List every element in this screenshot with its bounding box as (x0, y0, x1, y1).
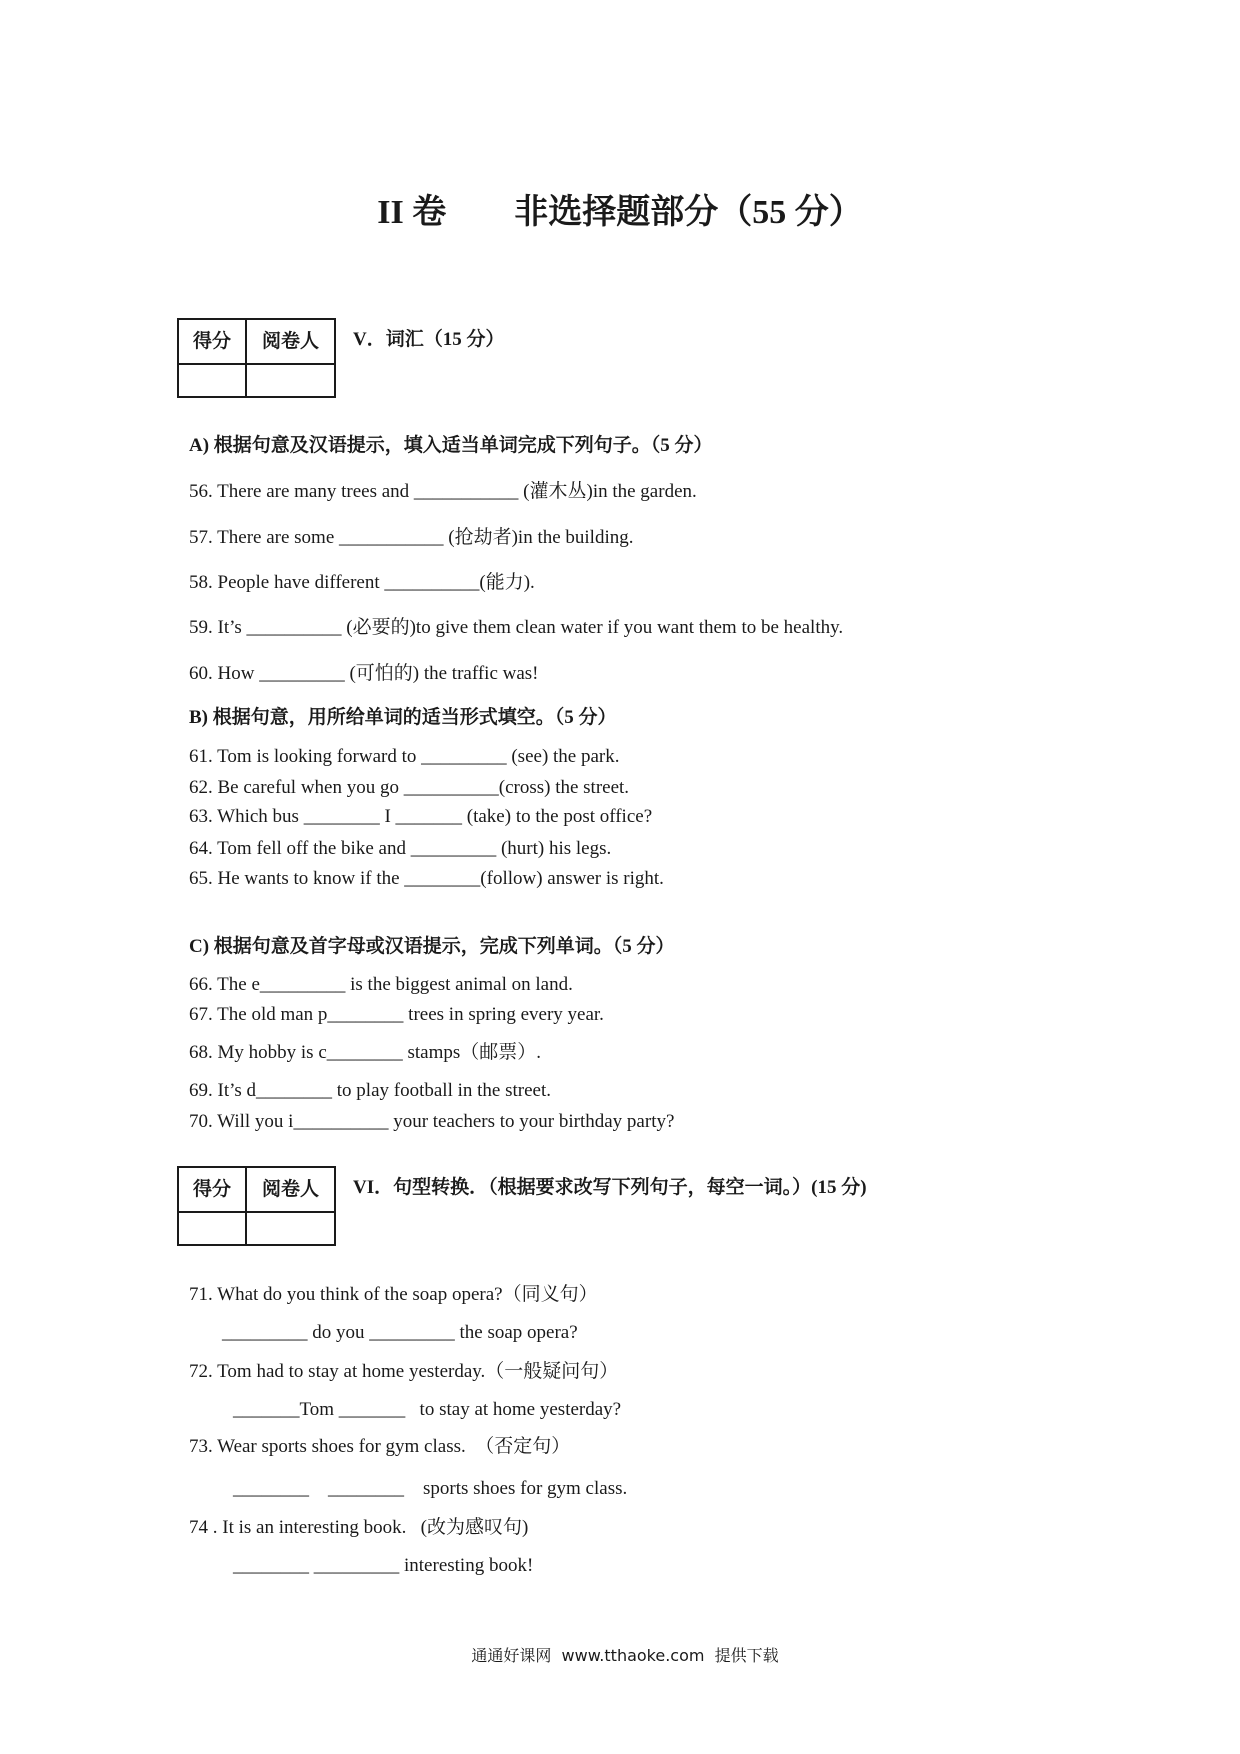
score-cell (178, 364, 246, 397)
answer-line-73: ________ ________ sports shoes for gym class. (233, 1478, 628, 1499)
question-61: 61. Tom is looking forward to _________ (see) the park. (189, 746, 620, 767)
question-62: 62. Be careful when you go __________(cross) the street. (189, 777, 630, 798)
question-66: 66. The e_________ is the biggest animal on land. (189, 974, 573, 995)
grader-cell (246, 364, 335, 397)
question-60: 60. How _________ (可怕的) the traffic was! (189, 663, 539, 684)
grader-label: 阅卷人 (246, 319, 335, 364)
score-table-section-v (177, 318, 336, 398)
grader-label: 阅卷人 (246, 1167, 335, 1212)
question-64: 64. Tom fell off the bike and _________ (hurt) his legs. (189, 838, 612, 859)
question-65: 65. He wants to know if the ________(follow) answer is right. (189, 868, 664, 889)
part-b-heading: B) 根据句意，用所给单词的适当形式填空。（5 分） (189, 707, 617, 728)
score-label: 得分 (178, 319, 246, 364)
question-56: 56. There are many trees and ___________ (灌木丛)in the garden. (189, 481, 697, 502)
question-73: 73. Wear sports shoes for gym class. （否定句） (189, 1436, 571, 1457)
question-67: 67. The old man p________ trees in spring every year. (189, 1004, 604, 1025)
question-70: 70. Will you i__________ your teachers to your birthday party? (189, 1111, 675, 1132)
answer-line-71: _________ do you _________ the soap opera? (222, 1322, 578, 1343)
answer-line-74: ________ _________ interesting book! (233, 1555, 534, 1576)
part-c-heading: C) 根据句意及首字母或汉语提示，完成下列单词。（5 分） (189, 936, 675, 957)
section-vi-heading: VI．句型转换．（根据要求改写下列句子，每空一词。）(15 分) (353, 1177, 867, 1198)
page-title: II 卷 非选择题部分（55 分） (377, 194, 863, 231)
question-68: 68. My hobby is c________ stamps（邮票）. (189, 1042, 542, 1063)
score-table-section-vi (177, 1166, 336, 1246)
section-v-heading: V．词汇（15 分） (353, 329, 505, 350)
answer-line-72: _______Tom _______ to stay at home yesterday? (233, 1399, 622, 1420)
question-57: 57. There are some ___________ (抢劫者)in the building. (189, 527, 634, 548)
question-63: 63. Which bus ________ I _______ (take) to the post office? (189, 806, 653, 827)
page-footer: 通通好课网 www.tthaoke.com 提供下载 (471, 1646, 779, 1665)
question-72: 72. Tom had to stay at home yesterday.（一般疑问句） (189, 1361, 619, 1382)
grader-cell (246, 1212, 335, 1245)
question-58: 58. People have different __________(能力). (189, 572, 535, 593)
question-59: 59. It’s __________ (必要的)to give them clean water if you want them to be healthy. (189, 617, 844, 638)
question-71: 71. What do you think of the soap opera?（同义句） (189, 1284, 598, 1305)
score-cell (178, 1212, 246, 1245)
question-69: 69. It’s d________ to play football in the street. (189, 1080, 552, 1101)
question-74: 74 . It is an interesting book. (改为感叹句) (189, 1517, 529, 1538)
score-label: 得分 (178, 1167, 246, 1212)
part-a-heading: A) 根据句意及汉语提示，填入适当单词完成下列句子。（5 分） (189, 435, 713, 456)
